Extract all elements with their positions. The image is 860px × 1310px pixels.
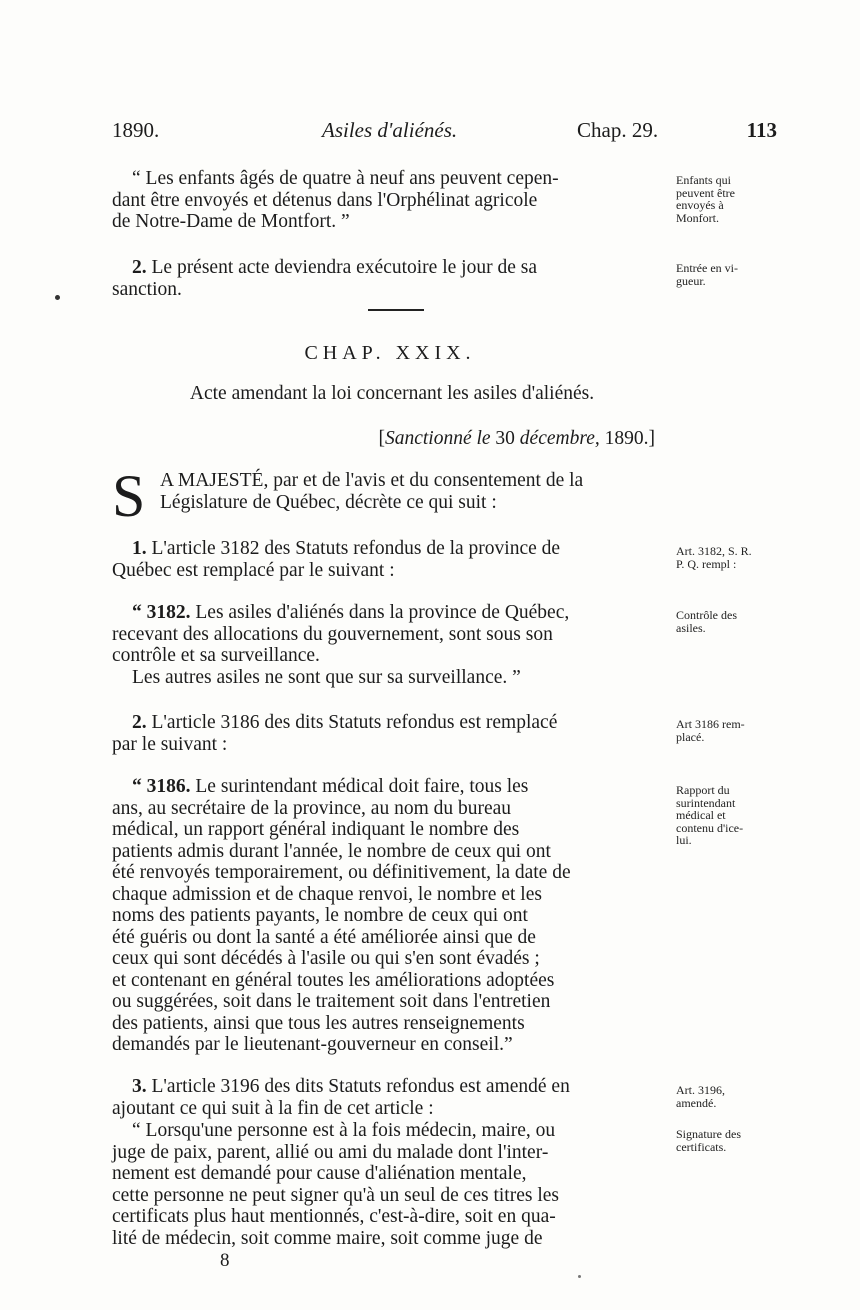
margin-line: peuvent être bbox=[676, 185, 735, 200]
margin-note bbox=[676, 718, 786, 743]
text-line: Les autres asiles ne sont que sur sa surveillance. ” bbox=[132, 666, 521, 688]
act-title: Acte amendant la loi concernant les asiles d'aliénés. bbox=[189, 383, 595, 404]
margin-line: certificats. bbox=[676, 1139, 727, 1154]
margin-line: contenu d'ice- bbox=[676, 820, 744, 835]
margin-line: lui. bbox=[676, 833, 692, 847]
text-line: “ Les enfants âgés de quatre à neuf ans peuvent cepen- bbox=[132, 168, 559, 189]
text-line: des patients, ainsi que tous les autres renseignements bbox=[112, 1012, 525, 1034]
text-line: ajoutant ce qui suit à la fin de cet article : bbox=[112, 1097, 434, 1119]
enactment-clause bbox=[160, 470, 672, 514]
margin-note bbox=[676, 174, 786, 224]
text-line: A MAJESTÉ, par et de l'avis et du consentement de la bbox=[160, 470, 584, 491]
text-line: Législature de Québec, décrète ce qui suit : bbox=[160, 492, 497, 513]
margin-line: asiles. bbox=[676, 620, 706, 635]
text-line: certificats plus haut mentionnés, c'est-à-dire, soit en qua- bbox=[112, 1206, 556, 1227]
text-line: patients admis durant l'année, le nombre de ceux qui ont bbox=[112, 840, 551, 862]
sanction-label: Sanctionné le bbox=[384, 428, 491, 449]
margin-line: Signature des bbox=[676, 1127, 741, 1141]
text-line: dant être envoyés et détenus dans l'Orphélinat agricole bbox=[112, 189, 538, 211]
text-line: ceux qui sont décédés à l'asile ou qui s'en sont évadés ; bbox=[112, 948, 540, 969]
text-line: Les asiles d'aliénés dans la province de Québec, bbox=[195, 602, 570, 623]
text-line: “ Lorsqu'une personne est à la fois médecin, maire, ou bbox=[132, 1120, 556, 1141]
header-year: 1890. bbox=[112, 118, 160, 142]
ink-speck bbox=[578, 1275, 581, 1278]
text-line: juge de paix, parent, allié ou ami du malade dont l'inter- bbox=[112, 1141, 549, 1163]
chapter-title: CHAP. XXIX. bbox=[304, 342, 476, 364]
article-number: “ 3182. bbox=[132, 602, 191, 623]
section-divider bbox=[368, 309, 424, 311]
text-line: noms des patients payants, le nombre de ceux qui ont bbox=[112, 905, 528, 926]
margin-line: Art. 3182, S. R. bbox=[676, 544, 752, 558]
margin-line: Entrée en vi- bbox=[676, 261, 738, 275]
text-line: L'article 3182 des Statuts refondus de la province de bbox=[151, 538, 561, 559]
text-line: contrôle et sa surveillance. bbox=[112, 645, 320, 666]
header-chapter: Chap. 29. bbox=[577, 118, 659, 142]
text-line: L'article 3196 des dits Statuts refondus est amendé en bbox=[151, 1076, 570, 1097]
ink-speck bbox=[55, 295, 60, 300]
section-1 bbox=[112, 538, 672, 581]
header-title: Asiles d'aliénés. bbox=[322, 118, 458, 142]
section-number: 1. bbox=[132, 538, 147, 559]
margin-note bbox=[676, 262, 786, 287]
text-line: ans, au secrétaire de la province, au nom du bureau bbox=[112, 797, 512, 819]
margin-line: Rapport du bbox=[676, 783, 730, 797]
text-line: Le présent acte deviendra exécutoire le jour de sa bbox=[151, 257, 537, 278]
text-line: cette personne ne peut signer qu'à un seul de ces titres les bbox=[112, 1184, 559, 1206]
section-2 bbox=[112, 712, 672, 755]
sanction-year: 1890.] bbox=[599, 428, 655, 449]
margin-line: amendé. bbox=[676, 1095, 717, 1110]
signature-mark: 8 bbox=[220, 1250, 230, 1271]
margin-line: médical et bbox=[676, 808, 726, 822]
margin-line: Art 3186 rem- bbox=[676, 717, 745, 731]
margin-note bbox=[676, 1128, 786, 1153]
margin-line: Art. 3196, bbox=[676, 1083, 725, 1097]
sanction-month: décembre, bbox=[519, 428, 600, 449]
text-line: sanction. bbox=[112, 278, 182, 300]
text-line: été renvoyés temporairement, ou définitivement, la date de bbox=[112, 862, 571, 883]
section-number: 2. bbox=[132, 712, 147, 733]
page-number: 113 bbox=[746, 118, 777, 142]
article-number: “ 3186. bbox=[132, 776, 191, 797]
margin-line: P. Q. rempl : bbox=[676, 556, 737, 571]
margin-note bbox=[676, 1084, 786, 1109]
text-line: de Notre-Dame de Montfort. ” bbox=[112, 211, 350, 232]
margin-line: Monfort. bbox=[676, 210, 719, 225]
text-line: ou suggérées, soit dans le traitement soit dans l'entretien bbox=[112, 991, 551, 1012]
margin-note bbox=[676, 545, 786, 570]
running-header bbox=[112, 118, 777, 148]
text-line: été guéris ou dont la santé a été améliorée ainsi que de bbox=[112, 926, 536, 948]
section-3 bbox=[112, 1076, 672, 1119]
text-line: par le suivant : bbox=[112, 733, 228, 755]
drop-cap: S bbox=[112, 463, 146, 529]
article-3182 bbox=[112, 602, 672, 688]
text-line: et contenant en général toutes les améliorations adoptées bbox=[112, 969, 555, 991]
margin-line: placé. bbox=[676, 729, 705, 744]
text-line: Québec est remplacé par le suivant : bbox=[112, 559, 395, 581]
margin-line: surintendant bbox=[676, 795, 736, 810]
sanction-date bbox=[378, 428, 655, 450]
margin-note bbox=[676, 784, 786, 847]
margin-line: Contrôle des bbox=[676, 608, 737, 622]
text-line: nement est demandé pour cause d'aliénation mentale, bbox=[112, 1163, 527, 1184]
article-3186 bbox=[112, 776, 672, 1056]
section-number: 2. bbox=[132, 257, 147, 278]
margin-line: gueur. bbox=[676, 273, 706, 288]
text-line: recevant des allocations du gouvernement, sont sous son bbox=[112, 623, 553, 645]
bracket: [ bbox=[378, 428, 385, 449]
text-line: médical, un rapport général indiquant le nombre des bbox=[112, 819, 520, 840]
top-quote bbox=[112, 168, 672, 233]
margin-line: Enfants qui bbox=[676, 173, 731, 187]
margin-note bbox=[676, 609, 786, 634]
sanction-day: 30 bbox=[490, 428, 520, 449]
text-line: chaque admission et de chaque renvoi, le nombre et les bbox=[112, 883, 542, 905]
text-line: Le surintendant médical doit faire, tous les bbox=[195, 776, 529, 797]
text-line: lité de médecin, soit comme maire, soit comme juge de bbox=[112, 1227, 543, 1249]
margin-line: envoyés à bbox=[676, 198, 724, 212]
section-number: 3. bbox=[132, 1076, 147, 1097]
section-2-top bbox=[112, 257, 672, 300]
text-line: L'article 3186 des dits Statuts refondus est remplacé bbox=[151, 712, 558, 733]
quote-signature bbox=[112, 1120, 672, 1249]
text-line: demandés par le lieutenant-gouverneur en conseil.” bbox=[112, 1034, 513, 1055]
